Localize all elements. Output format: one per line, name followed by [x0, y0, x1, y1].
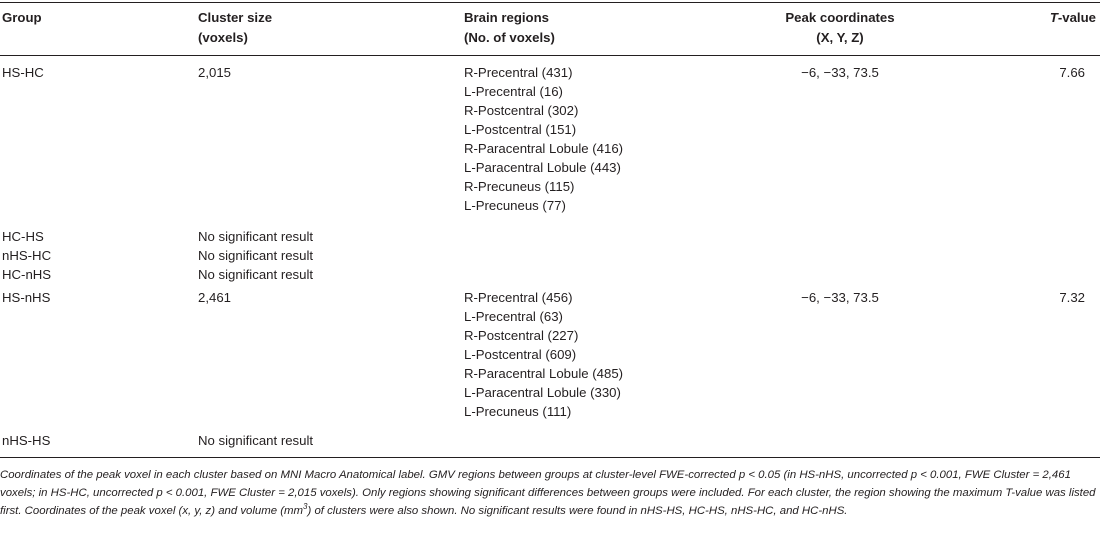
row-t-value: 7.32 [1059, 290, 1085, 305]
header-peak-line2: (X, Y, Z) [816, 30, 864, 45]
row-group: nHS-HS [2, 433, 51, 448]
row-cluster-size: 2,461 [198, 290, 232, 305]
region-item: R-Postcentral (302) [464, 103, 579, 118]
row-cluster-size: No significant result [198, 267, 314, 282]
header-cluster-size [198, 8, 272, 48]
header-brain-regions-line2: (No. of voxels) [464, 30, 555, 45]
region-item: L-Paracentral Lobule (443) [464, 160, 621, 175]
header-peak-coordinates [760, 8, 920, 48]
row-group: HS-nHS [2, 290, 51, 305]
row-group: HS-HC [2, 65, 44, 80]
region-item: R-Precentral (456) [464, 290, 573, 305]
header-peak-line1: Peak coordinates [785, 10, 895, 25]
region-item: L-Precentral (63) [464, 309, 563, 324]
region-item: L-Precuneus (77) [464, 198, 566, 213]
row-cluster-size: No significant result [198, 229, 314, 244]
header-cluster-size-line1: Cluster size [198, 10, 273, 25]
footnote-text-part2: ) of clusters were also shown. No significant results were found in nHS-HS, HC-HS, nHS-HC, and HC-nHS. [307, 505, 848, 517]
row-group: nHS-HC [2, 248, 52, 263]
row-peak-coordinates: −6, −33, 73.5 [801, 65, 879, 80]
row-peak-coordinates: −6, −33, 73.5 [801, 290, 879, 305]
table-footnote [0, 466, 1096, 520]
row-brain-regions [464, 63, 623, 215]
row-t-value: 7.66 [1059, 65, 1085, 80]
region-item: R-Precentral (431) [464, 65, 573, 80]
region-item: R-Postcentral (227) [464, 328, 579, 343]
row-cluster-size: No significant result [198, 433, 314, 448]
footnote-text-part1: Coordinates of the peak voxel in each cluster based on MNI Macro Anatomical label. GMV regions between groups at cluster-level FWE-corrected p < 0.05 (in HS-nHS, uncorrected p < 0.001, FWE Cluster = 2,461 voxels; in HS-HC, uncorrected p < 0.001, FWE Cluster = 2,015 voxels). Only regions showing significant differences between groups were included. For each cluster, the region showing the maximum T-value was listed first. Coordinates of the peak voxel (x, y, z) and volume (mm [0, 469, 1096, 517]
header-cluster-size-line2: (voxels) [198, 30, 248, 45]
row-cluster-size: No significant result [198, 248, 314, 263]
row-cluster-size: 2,015 [198, 65, 232, 80]
row-group: HC-nHS [2, 267, 52, 282]
top-rule [0, 2, 1100, 3]
row-group: HC-HS [2, 229, 44, 244]
region-item: L-Precuneus (111) [464, 404, 572, 419]
region-item: R-Paracentral Lobule (485) [464, 366, 624, 381]
header-t-value-rest: -value [1057, 10, 1096, 25]
region-item: L-Precentral (16) [464, 84, 563, 99]
region-item: R-Precuneus (115) [464, 179, 575, 194]
region-item: R-Paracentral Lobule (416) [464, 141, 624, 156]
header-brain-regions-line1: Brain regions [464, 10, 550, 25]
bottom-rule [0, 457, 1100, 458]
header-t-value-italic: T [1049, 10, 1058, 25]
header-brain-regions [464, 8, 555, 48]
region-item: L-Paracentral Lobule (330) [464, 385, 621, 400]
row-brain-regions [464, 288, 623, 421]
header-t-value [980, 8, 1096, 28]
header-group-text: Group [2, 10, 42, 25]
header-group [2, 8, 42, 28]
region-item: L-Postcentral (151) [464, 122, 577, 137]
footnote-superscript: 3 [303, 502, 308, 512]
header-rule [0, 55, 1100, 56]
region-item: L-Postcentral (609) [464, 347, 577, 362]
